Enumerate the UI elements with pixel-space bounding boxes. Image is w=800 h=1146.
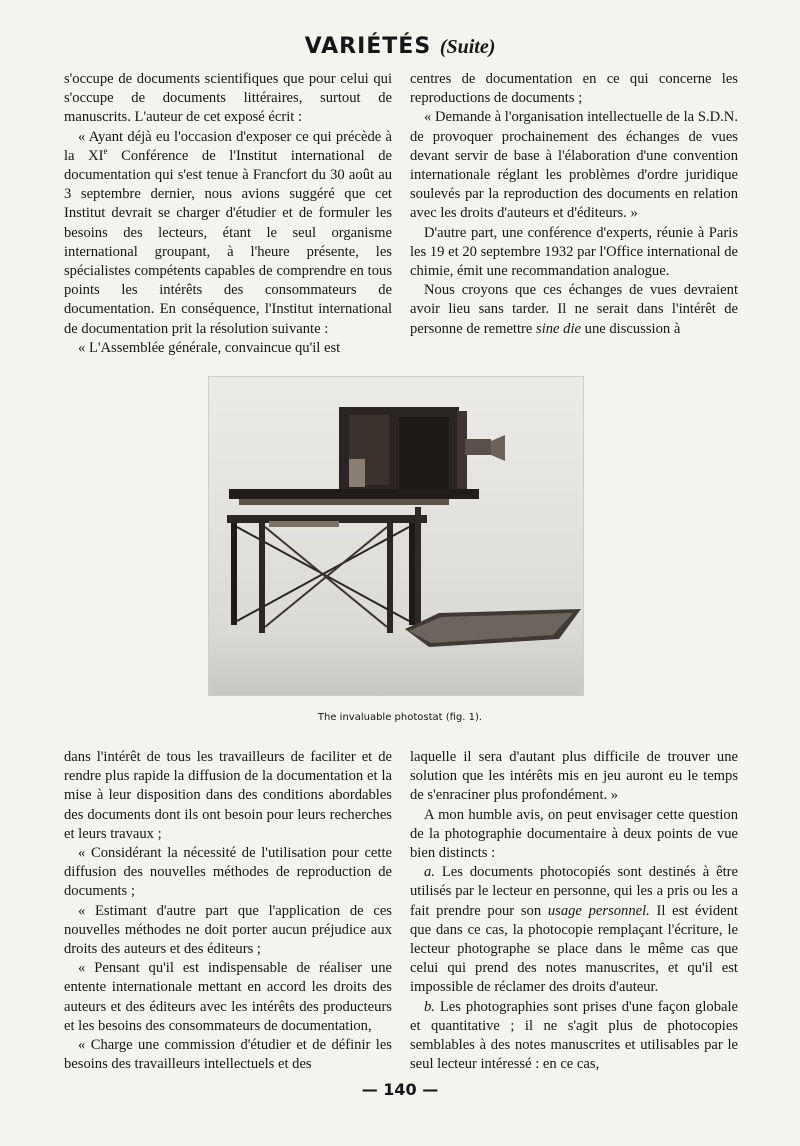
paragraph: Nous croyons que ces échanges de vues devraient avoir lieu sans tarder. Il ne serait dans l'intérêt de personne de remettre sine die une discussion à xyxy=(410,282,738,337)
paragraph-point-b: b. Les photographies sont prises d'une façon globale et quantitative ; il ne s'agit plus de photocopies semblables à des notes manuscrites et utilisables par le seul lecteur intéressé : en ce cas, xyxy=(410,998,738,1073)
page-title xyxy=(0,34,800,59)
paragraph: « Demande à l'organisation intellectuelle de la S.D.N. de provoquer prochainement des échanges de vues devant servir de base à l'élaboration d'une convention internationale réglant les problèmes d'ordre juridique soulevés par la reproduction des documents en relation avec les droits d'auteurs et d'éditeurs. » xyxy=(410,109,738,222)
paragraph-point-a: a. Les documents photocopiés sont destinés à être utilisés par le lecteur en personne, qui les a pris ou les a fait prendre pour son usage personnel. Il est évident que dans ce cas, la photocopie remplaçant l'écriture, le lecteur photographe se place dans le même cas que celui qui prend des notes manuscrites, et qu'il est impossible de réclamer des droits d'auteur. xyxy=(410,864,738,996)
paragraph: « Charge une commission d'étudier et de définir les besoins des travailleurs intellectuels et des xyxy=(64,1037,392,1073)
column-top-left xyxy=(64,70,392,358)
paragraph: D'autre part, une conférence d'experts, réunie à Paris les 19 et 20 septembre 1932 par l'Office international de chimie, émit une recommandation analogue. xyxy=(410,224,738,280)
paragraph: dans l'intérêt de tous les travailleurs de faciliter et de rendre plus rapide la diffusion de la documentation et la mise à leur disposition dans des conditions abordables des documents dont ils ont besoin pour leurs recherches et leurs travaux ; xyxy=(64,749,392,842)
paragraph: « Estimant d'autre part que l'application de ces nouvelles méthodes ne doit porter aucun préjudice aux droits des auteurs et des éditeurs ; xyxy=(64,902,392,958)
column-bottom-right xyxy=(410,748,738,1074)
column-bottom-left xyxy=(64,748,392,1074)
paragraph: s'occupe de documents scientifiques que pour celui qui s'occupe de documents littéraires, surtout de manuscrits. L'auteur de cet exposé écrit : xyxy=(64,71,392,126)
paragraph: centres de documentation en ce qui concerne les reproductions de documents ; xyxy=(410,71,738,107)
page-number: — 140 — xyxy=(361,1080,439,1099)
photostat-photo xyxy=(208,376,584,696)
title-main: VARIÉTÉS xyxy=(304,34,432,59)
paragraph: A mon humble avis, on peut envisager cette question de la photographie documentaire à deux points de vue bien distincts : xyxy=(410,806,738,862)
paragraph: « Considérant la nécessité de l'utilisation pour cette diffusion des nouvelles méthodes de reproduction de documents ; xyxy=(64,845,392,900)
title-suite: (Suite) xyxy=(439,36,496,58)
quote-paragraph: « Ayant déjà eu l'occasion d'exposer ce qui précède à la XIe Conférence de l'Institut international de documentation qui s'est tenue à Francfort du 30 août au 3 septembre dernier, nous avions suggéré que cet Institut devrait se charger d'étudier et de formuler les besoins des lecteurs, étant le seul organisme international groupant, à l'heure présente, les spécialistes compétents capables de comprendre en tous points les intérêts des consommateurs de documentation. En conséquence, l'Institut international de documentation prit la résolution suivante : xyxy=(64,128,392,337)
column-top-right xyxy=(410,70,738,339)
photostat-illustration xyxy=(209,377,583,695)
paragraph: laquelle il sera d'autant plus difficile de trouver une solution que les intérêts mis en jeu auront eu le temps de s'enraciner plus profondément. » xyxy=(410,749,738,804)
paragraph: « Pensant qu'il est indispensable de réaliser une entente internationale mettant en accord les droits des auteurs et des éditeurs avec les intérêts des producteurs et les besoins des consommateurs de documentation, xyxy=(64,960,392,1034)
paragraph: « L'Assemblée générale, convaincue qu'il est xyxy=(78,339,341,356)
figure-caption: The invaluable photostat (fig. 1). xyxy=(317,712,483,723)
